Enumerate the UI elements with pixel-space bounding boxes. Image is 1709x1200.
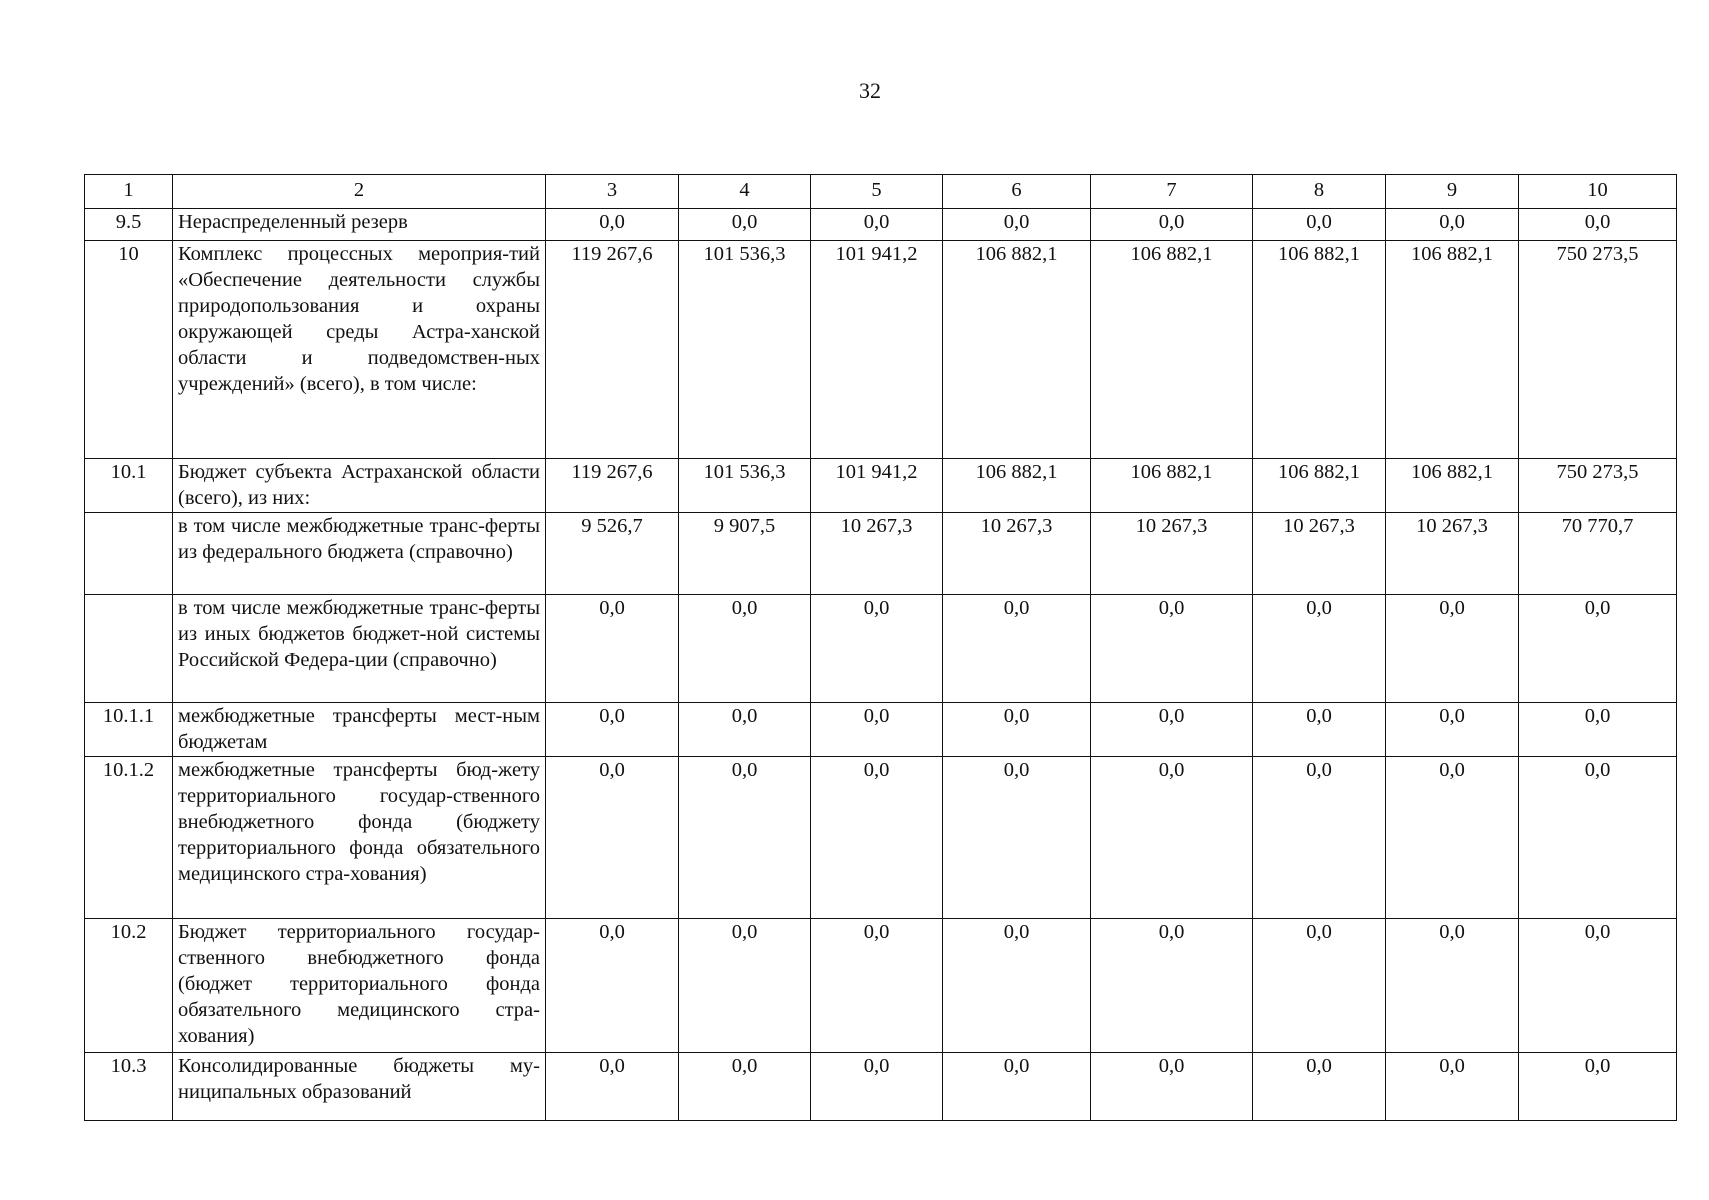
value-cell: 0,0 xyxy=(811,919,943,1053)
table-row xyxy=(85,703,1677,757)
column-number: 7 xyxy=(1091,175,1253,209)
column-number: 9 xyxy=(1386,175,1519,209)
column-number: 4 xyxy=(679,175,811,209)
value-cell: 0,0 xyxy=(1386,919,1519,1053)
value-cell: 10 267,3 xyxy=(811,513,943,595)
value-cell: 106 882,1 xyxy=(943,241,1091,459)
value-cell: 0,0 xyxy=(943,209,1091,241)
value-cell: 0,0 xyxy=(1253,1053,1386,1121)
value-cell: 119 267,6 xyxy=(546,459,679,513)
value-cell: 0,0 xyxy=(1386,209,1519,241)
table-row xyxy=(85,209,1677,241)
value-cell: 0,0 xyxy=(546,757,679,919)
value-cell: 0,0 xyxy=(679,209,811,241)
value-cell: 10 267,3 xyxy=(943,513,1091,595)
value-cell: 0,0 xyxy=(1253,209,1386,241)
value-cell: 106 882,1 xyxy=(1091,459,1253,513)
value-cell: 0,0 xyxy=(1253,757,1386,919)
row-number: 10 xyxy=(85,241,173,459)
value-cell: 0,0 xyxy=(1386,703,1519,757)
value-cell: 0,0 xyxy=(679,1053,811,1121)
row-number: 9.5 xyxy=(85,209,173,241)
value-cell: 0,0 xyxy=(546,209,679,241)
value-cell: 0,0 xyxy=(1091,757,1253,919)
value-cell: 0,0 xyxy=(1386,1053,1519,1121)
value-cell: 0,0 xyxy=(811,703,943,757)
value-cell: 0,0 xyxy=(811,1053,943,1121)
column-number: 6 xyxy=(943,175,1091,209)
value-cell: 0,0 xyxy=(1253,595,1386,703)
row-description: Комплекс процессных мероприя-тий «Обеспечение деятельности службы природопользования и охраны окружающей среды Астра-ханской области и подведомствен-ных учреждений» (всего), в том числе: xyxy=(173,241,546,459)
value-cell: 0,0 xyxy=(1091,595,1253,703)
table-row xyxy=(85,595,1677,703)
row-description: Бюджет субъекта Астраханской области (всего), из них: xyxy=(173,459,546,513)
value-cell: 0,0 xyxy=(1386,595,1519,703)
value-cell: 0,0 xyxy=(679,703,811,757)
value-cell: 0,0 xyxy=(1091,919,1253,1053)
value-cell: 106 882,1 xyxy=(1253,459,1386,513)
value-cell: 10 267,3 xyxy=(1091,513,1253,595)
value-cell: 101 536,3 xyxy=(679,459,811,513)
value-cell: 0,0 xyxy=(943,1053,1091,1121)
row-description: Консолидированные бюджеты му-ниципальных образований xyxy=(173,1053,546,1121)
value-cell: 0,0 xyxy=(546,595,679,703)
value-cell: 0,0 xyxy=(811,209,943,241)
value-cell: 70 770,7 xyxy=(1519,513,1677,595)
value-cell: 0,0 xyxy=(1091,703,1253,757)
value-cell: 0,0 xyxy=(679,919,811,1053)
value-cell: 0,0 xyxy=(1519,209,1677,241)
column-number: 2 xyxy=(173,175,546,209)
value-cell: 0,0 xyxy=(811,757,943,919)
row-number: 10.2 xyxy=(85,919,173,1053)
value-cell: 0,0 xyxy=(811,595,943,703)
table-row xyxy=(85,459,1677,513)
row-number: 10.1.2 xyxy=(85,757,173,919)
row-number xyxy=(85,513,173,595)
value-cell: 0,0 xyxy=(1091,1053,1253,1121)
table-row xyxy=(85,241,1677,459)
table-row xyxy=(85,513,1677,595)
value-cell: 101 941,2 xyxy=(811,241,943,459)
value-cell: 9 526,7 xyxy=(546,513,679,595)
value-cell: 0,0 xyxy=(679,595,811,703)
value-cell: 0,0 xyxy=(1519,595,1677,703)
row-number: 10.1.1 xyxy=(85,703,173,757)
row-description: межбюджетные трансферты мест-ным бюджетам xyxy=(173,703,546,757)
table-row xyxy=(85,919,1677,1053)
value-cell: 106 882,1 xyxy=(943,459,1091,513)
value-cell: 0,0 xyxy=(1091,209,1253,241)
column-number: 10 xyxy=(1519,175,1677,209)
table-row xyxy=(85,757,1677,919)
row-number: 10.1 xyxy=(85,459,173,513)
row-description: в том числе межбюджетные транс-ферты из федерального бюджета (справочно) xyxy=(173,513,546,595)
column-numbers-row xyxy=(85,175,1677,209)
value-cell: 0,0 xyxy=(1519,919,1677,1053)
value-cell: 106 882,1 xyxy=(1091,241,1253,459)
row-description: в том числе межбюджетные транс-ферты из иных бюджетов бюджет-ной системы Российской Федера-ции (справочно) xyxy=(173,595,546,703)
value-cell: 106 882,1 xyxy=(1386,241,1519,459)
value-cell: 750 273,5 xyxy=(1519,241,1677,459)
value-cell: 0,0 xyxy=(1253,919,1386,1053)
value-cell: 0,0 xyxy=(1386,757,1519,919)
value-cell: 9 907,5 xyxy=(679,513,811,595)
value-cell: 0,0 xyxy=(679,757,811,919)
row-description: Бюджет территориального государ-ственного внебюджетного фонда (бюджет территориального фонда обязательного медицинского стра-хования) xyxy=(173,919,546,1053)
value-cell: 0,0 xyxy=(546,919,679,1053)
page-number: 32 xyxy=(859,78,881,103)
value-cell: 0,0 xyxy=(943,703,1091,757)
value-cell: 0,0 xyxy=(1519,1053,1677,1121)
value-cell: 0,0 xyxy=(943,757,1091,919)
column-number: 8 xyxy=(1253,175,1386,209)
value-cell: 0,0 xyxy=(546,1053,679,1121)
value-cell: 10 267,3 xyxy=(1253,513,1386,595)
value-cell: 0,0 xyxy=(1253,703,1386,757)
row-number: 10.3 xyxy=(85,1053,173,1121)
value-cell: 106 882,1 xyxy=(1253,241,1386,459)
value-cell: 101 536,3 xyxy=(679,241,811,459)
column-number: 1 xyxy=(85,175,173,209)
column-number: 3 xyxy=(546,175,679,209)
value-cell: 119 267,6 xyxy=(546,241,679,459)
value-cell: 0,0 xyxy=(1519,757,1677,919)
value-cell: 106 882,1 xyxy=(1386,459,1519,513)
row-description: межбюджетные трансферты бюд-жету территориального государ-ственного внебюджетного фонда (бюджету территориального фонда обязательного медицинского стра-хования) xyxy=(173,757,546,919)
value-cell: 0,0 xyxy=(1519,703,1677,757)
value-cell: 101 941,2 xyxy=(811,459,943,513)
column-number: 5 xyxy=(811,175,943,209)
value-cell: 750 273,5 xyxy=(1519,459,1677,513)
row-number xyxy=(85,595,173,703)
budget-table xyxy=(84,174,1677,1121)
row-description: Нераспределенный резерв xyxy=(173,209,546,241)
value-cell: 0,0 xyxy=(943,919,1091,1053)
value-cell: 0,0 xyxy=(943,595,1091,703)
table-row xyxy=(85,1053,1677,1121)
value-cell: 0,0 xyxy=(546,703,679,757)
value-cell: 10 267,3 xyxy=(1386,513,1519,595)
